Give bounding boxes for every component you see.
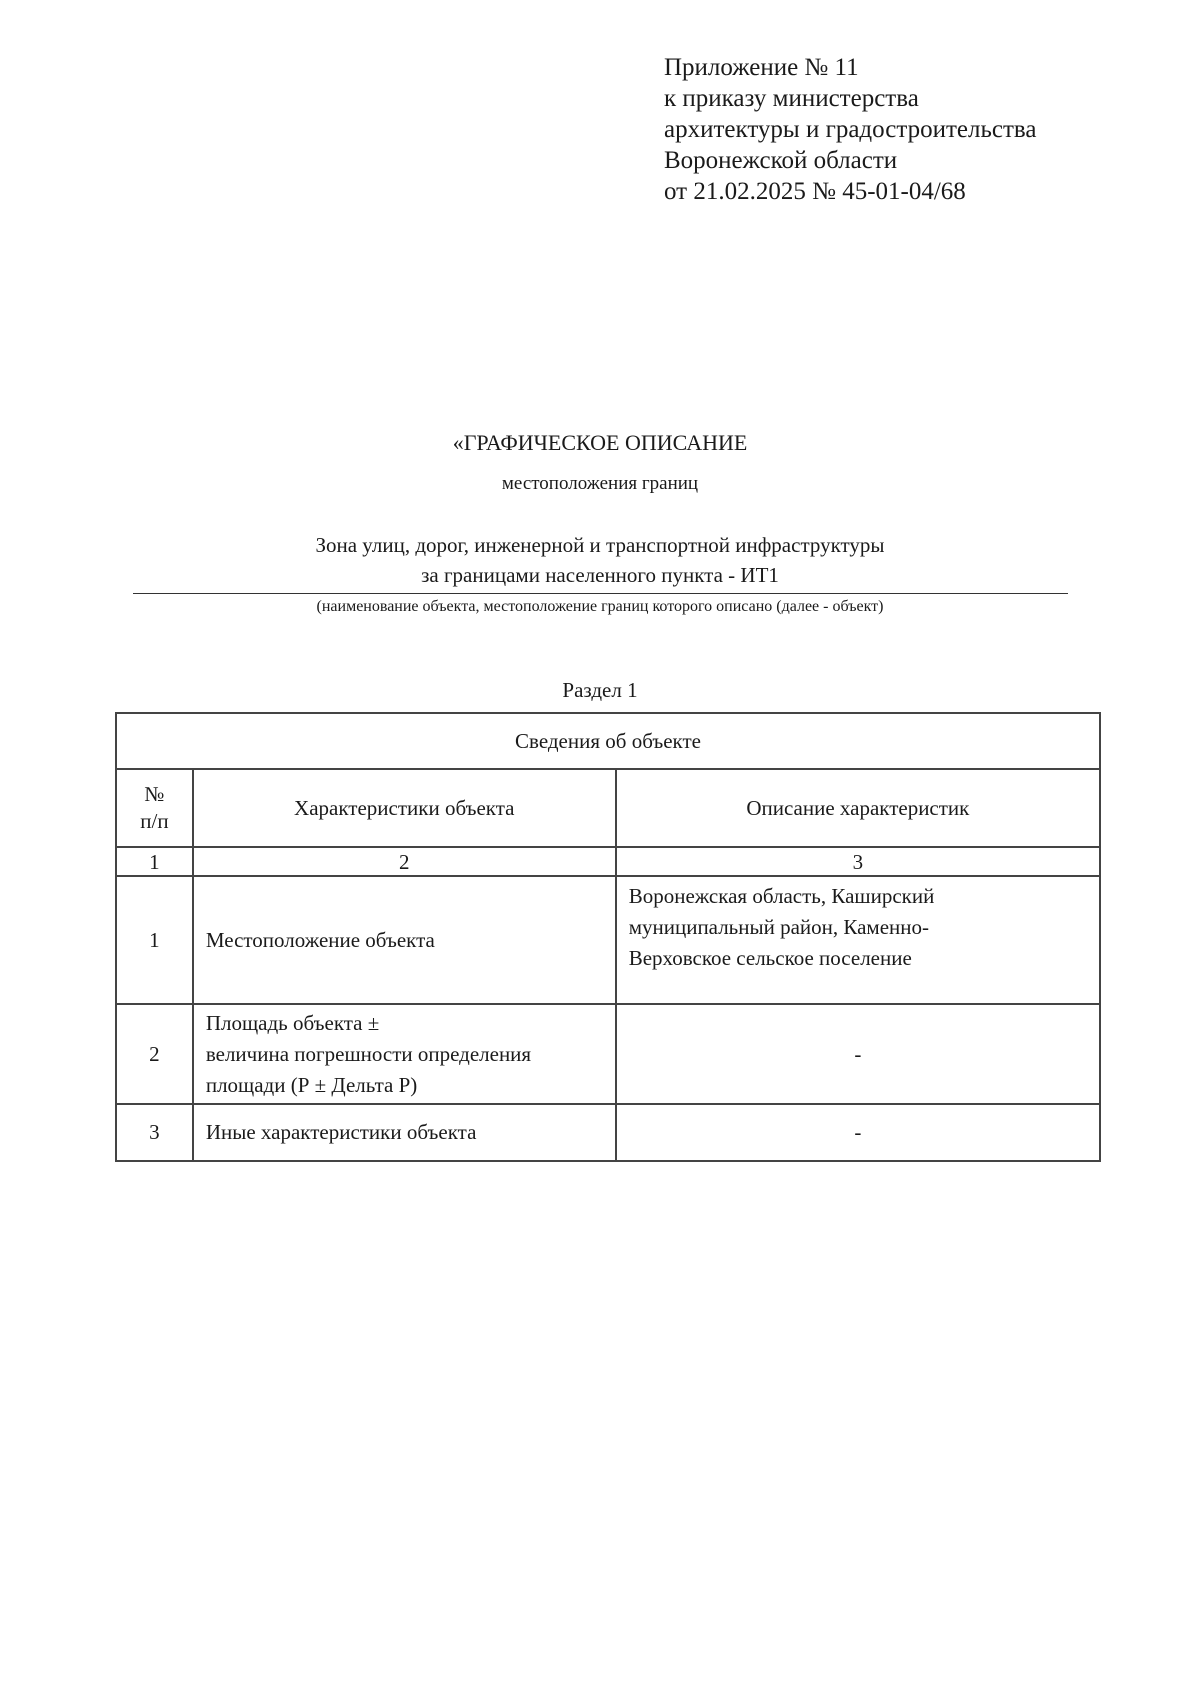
column-index-2: 2 (193, 847, 616, 876)
description-line: муниципальный район, Каменно- (628, 915, 930, 939)
appendix-number: Приложение № 11 (664, 54, 859, 81)
characteristic-line: величина погрешности определения (205, 1041, 532, 1066)
row-number: 1 (116, 876, 193, 1004)
characteristic-line: Площадь объекта ± (205, 1010, 380, 1035)
table-row (116, 1004, 1100, 1104)
document-subtitle: местоположения границ (501, 473, 699, 494)
appendix-header (664, 52, 1036, 207)
appendix-order-ref: к приказу министерства (664, 85, 919, 112)
table-caption-row (116, 713, 1100, 769)
appendix-date-number: от 21.02.2025 № 45-01-04/68 (664, 178, 966, 205)
object-info-table (115, 712, 1101, 1162)
table-caption: Сведения об объекте (116, 713, 1100, 769)
description-line: Верховское сельское поселение (628, 946, 912, 970)
row-description: - (616, 1104, 1100, 1161)
table-row (116, 1104, 1100, 1161)
appendix-region: Воронежской области (664, 147, 898, 174)
row-number: 2 (116, 1004, 193, 1104)
column-index-3: 3 (616, 847, 1100, 876)
table-header-row (116, 769, 1100, 847)
object-name-line-1: Зона улиц, дорог, инженерной и транспортной инфраструктуры (315, 533, 885, 557)
object-name-underline (133, 593, 1068, 594)
object-name (0, 530, 1200, 590)
object-name-caption: (наименование объекта, местоположение границ которого описано (далее - объект) (316, 598, 884, 615)
appendix-ministry: архитектуры и градостроительства (664, 116, 1037, 143)
column-index-1: 1 (116, 847, 193, 876)
column-index-row (116, 847, 1100, 876)
header-characteristic: Характеристики объекта (193, 769, 616, 847)
table-row (116, 876, 1100, 1004)
characteristic-line: площади (Р ± Дельта Р) (205, 1072, 418, 1097)
description-line: Воронежская область, Каширский (628, 884, 935, 908)
row-characteristic: Местоположение объекта (193, 876, 616, 1004)
row-characteristic: Иные характеристики объекта (193, 1104, 616, 1161)
row-description: - (616, 1004, 1100, 1104)
header-number (116, 769, 193, 847)
header-number-symbol: № (144, 782, 165, 806)
row-description (616, 876, 1100, 1004)
section-label: Раздел 1 (562, 678, 638, 702)
row-number: 3 (116, 1104, 193, 1161)
header-description: Описание характеристик (616, 769, 1100, 847)
document-title: «ГРАФИЧЕСКОЕ ОПИСАНИЕ (452, 430, 748, 455)
header-number-abbr: п/п (140, 809, 169, 833)
row-characteristic (193, 1004, 616, 1104)
object-name-line-2: за границами населенного пункта - ИТ1 (421, 563, 779, 587)
